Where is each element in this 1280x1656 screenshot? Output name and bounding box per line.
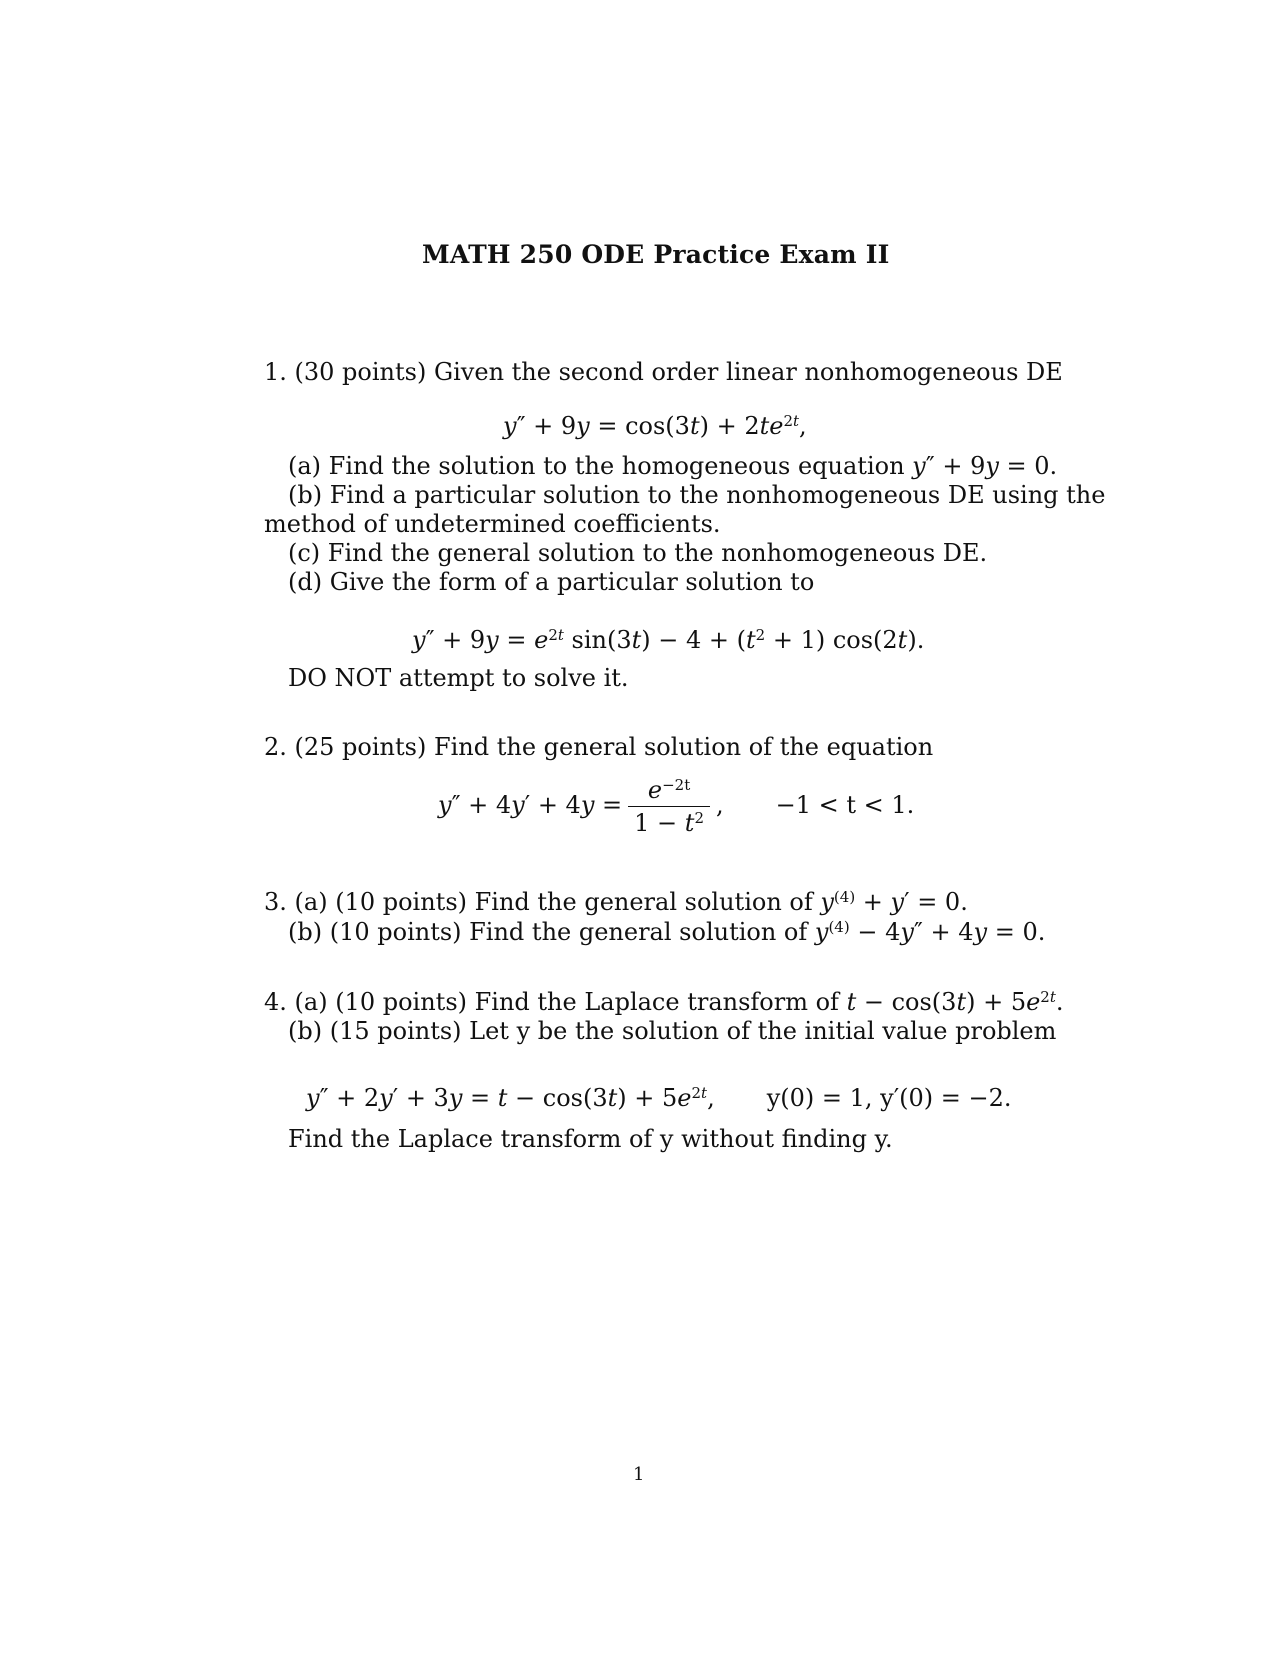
problem1-part-a [288, 452, 1057, 480]
problem1-part-a-text: (a) Find the solution to the homogeneous equation [288, 452, 913, 480]
problem1-part-d: (d) Give the form of a particular solution to [288, 568, 815, 596]
problem1-equation: $y'' + 9y = \cos(3t) + 2te^{2t}$, [503, 411, 807, 440]
problem4-part-a-text: 4. (a) (10 points) Find the Laplace transform of [264, 988, 847, 1016]
problem3-part-b-equation: $y^{(4)} - 4y'' + 4y = 0$. [814, 917, 1046, 946]
problem1-intro: 1. (30 points) Given the second order linear nonhomogeneous DE [264, 358, 1063, 386]
problem2-fraction [628, 776, 710, 837]
page-number: 1 [633, 1464, 645, 1485]
problem1-part-b-line1: (b) Find a particular solution to the nonhomogeneous DE using the [288, 481, 1106, 509]
numerator-exponent: −2t [662, 775, 691, 794]
problem3-part-b [288, 918, 1045, 946]
problem2-equation: y″ + 4y′ + 4y = $\frac{e^{-2t}}{1 - t^2}$ , −1 < t < 1. [438, 775, 915, 837]
problem4-initial-conditions: y(0) = 1, y′(0) = −2. [766, 1084, 1012, 1112]
problem4-ivp-equation: $y'' + 2y' + 3y = t - \cos(3t) + 5e^{2t}$, y(0) = 1, y′(0) = −2. [306, 1083, 1012, 1112]
problem3-part-a-equation: $y^{(4)} + y' = 0$. [820, 887, 968, 916]
problem1-part-d-equation: $y'' + 9y = e^{2t}$ $\sin(3t) - 4 + (t^2 + 1)$ cos(2t). [412, 625, 925, 654]
problem1-do-not: DO NOT attempt to solve it. [288, 664, 629, 692]
problem2-intro: 2. (25 points) Find the general solution of the equation [264, 733, 934, 761]
homogeneous-equation: y″ + 9y = 0. [912, 452, 1058, 480]
problem4-closing: Find the Laplace transform of y without finding y. [288, 1125, 893, 1153]
problem1-part-b-line2: method of undetermined coefficients. [264, 510, 721, 538]
problem3-part-a [264, 888, 968, 916]
problem4-part-b: (b) (15 points) Let y be the solution of the initial value problem [288, 1017, 1057, 1045]
fraction-numerator: $e^{-2t}$ [647, 775, 691, 804]
problem3-part-a-text: 3. (a) (10 points) Find the general solution of [264, 888, 821, 916]
problem4-part-a-expression: $t - \cos(3t) + 5e^{2t}$. [846, 987, 1064, 1016]
problem4-part-a [264, 988, 1064, 1016]
exam-title: MATH 250 ODE Practice Exam II [422, 240, 890, 269]
problem1-part-c: (c) Find the general solution to the nonhomogeneous DE. [288, 539, 988, 567]
problem3-part-b-text: (b) (10 points) Find the general solution of [288, 918, 815, 946]
fraction-denominator: $1 - t^2$ [628, 806, 710, 837]
problem2-interval: −1 < t < 1. [775, 791, 915, 819]
